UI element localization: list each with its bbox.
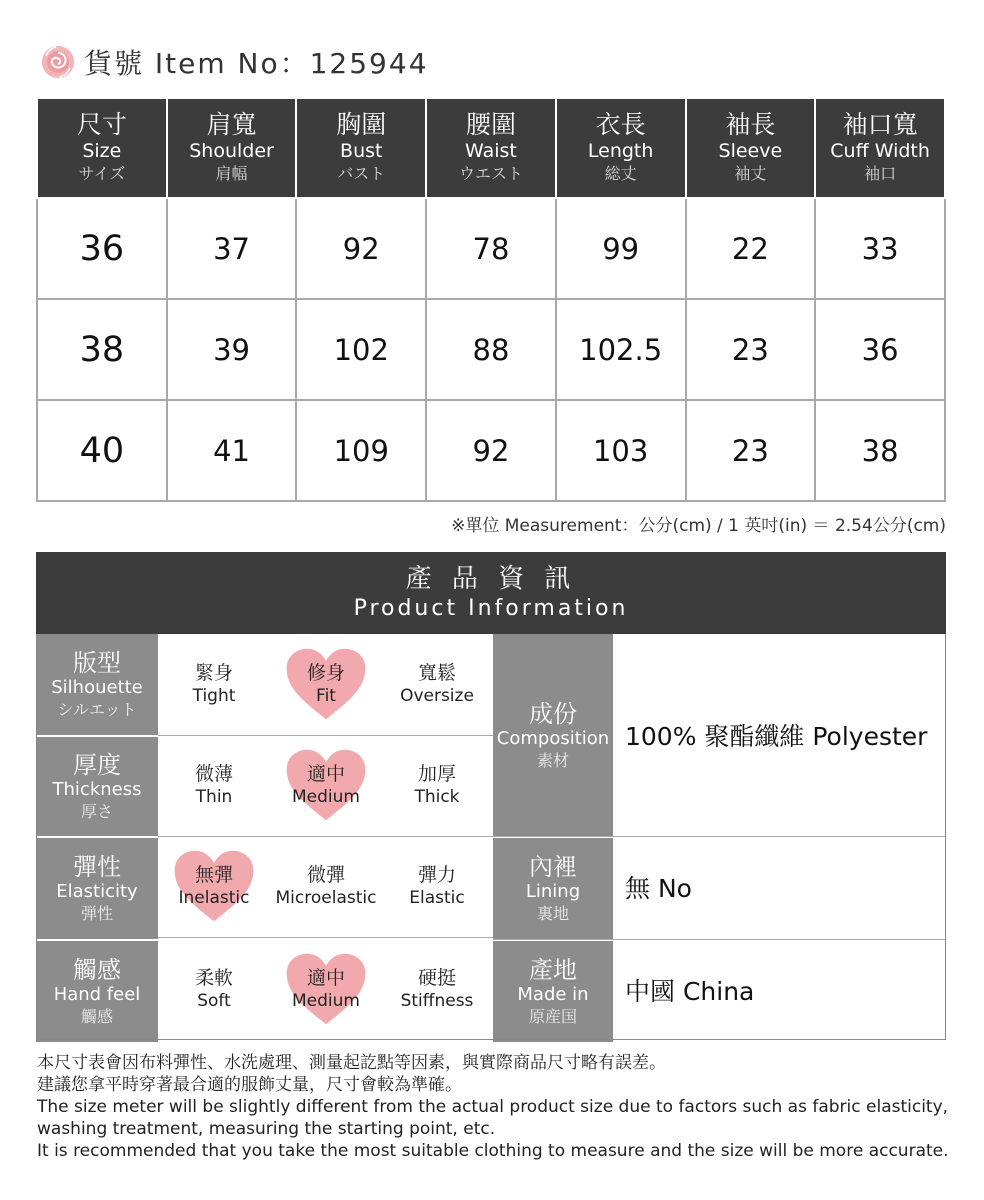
col-header-waist: 腰圍 Waist ウエスト bbox=[426, 98, 556, 198]
label-composition: 成份 Composition 素材 bbox=[493, 634, 613, 836]
table-cell: 39 bbox=[167, 299, 297, 400]
silhouette-options bbox=[158, 634, 493, 736]
option-microelastic: 微彈 Microelastic bbox=[275, 864, 377, 908]
table-cell: 33 bbox=[815, 198, 945, 299]
unit-note: ※單位 Measurement：公分(cm) / 1 英吋(in) ＝ 2.54公分(cm) bbox=[451, 516, 946, 536]
table-cell: 78 bbox=[426, 198, 556, 299]
table-cell: 109 bbox=[296, 400, 426, 501]
size-disclaimer bbox=[37, 1052, 949, 1162]
item-number-title: 貨號 Item No：125944 bbox=[84, 47, 429, 80]
table-cell: 103 bbox=[556, 400, 686, 501]
table-cell: 37 bbox=[167, 198, 297, 299]
product-info-grid bbox=[36, 634, 946, 1040]
table-cell: 22 bbox=[686, 198, 816, 299]
note-line: 本尺寸表會因布料彈性、水洗處理、測量起訖點等因素，與實際商品尺寸略有誤差。 bbox=[37, 1053, 666, 1073]
note-line: The size meter will be slightly different from the actual product size due to factors such as fabric elasticity, bbox=[37, 1097, 949, 1117]
option-medium-thickness: 適中 Medium bbox=[270, 735, 382, 836]
table-cell: 102 bbox=[296, 299, 426, 400]
composition-value: 100% 聚酯纖維 Polyester bbox=[625, 722, 928, 751]
table-cell: 88 bbox=[426, 299, 556, 400]
col-header-length: 衣長 Length 総丈 bbox=[556, 98, 686, 198]
table-cell: 38 bbox=[815, 400, 945, 501]
table-cell: 99 bbox=[556, 198, 686, 299]
table-row bbox=[37, 299, 945, 400]
table-row bbox=[37, 198, 945, 299]
rose-icon bbox=[40, 44, 76, 80]
option-tight: 緊身 Tight bbox=[192, 662, 236, 706]
table-cell-size: 40 bbox=[37, 400, 167, 501]
product-info-title-en: Product Information bbox=[353, 596, 629, 621]
note-line: washing treatment, measuring the starting point, etc. bbox=[37, 1119, 496, 1139]
label-hand-feel: 觸感 Hand feel 觸感 bbox=[36, 939, 158, 1042]
product-info-header bbox=[36, 552, 946, 634]
table-cell: 36 bbox=[815, 299, 945, 400]
table-cell: 92 bbox=[296, 198, 426, 299]
table-cell: 41 bbox=[167, 400, 297, 501]
col-header-size: 尺寸 Size サイズ bbox=[37, 98, 167, 198]
table-cell-size: 36 bbox=[37, 198, 167, 299]
lining-value: 無 No bbox=[625, 873, 692, 903]
size-table-header-row bbox=[37, 98, 945, 198]
option-elastic: 彈力 Elastic bbox=[409, 864, 465, 908]
option-stiffness: 硬挺 Stiffness bbox=[400, 967, 474, 1011]
option-thin: 微薄 Thin bbox=[194, 763, 233, 807]
option-soft: 柔軟 Soft bbox=[194, 967, 233, 1011]
option-thick: 加厚 Thick bbox=[414, 763, 460, 807]
thickness-options bbox=[158, 735, 493, 837]
label-silhouette: 版型 Silhouette シルエット bbox=[36, 634, 158, 735]
product-info-title-zh: 產 品 資 訊 bbox=[405, 564, 577, 594]
col-header-shoulder: 肩寬 Shoulder 肩幅 bbox=[167, 98, 297, 198]
table-cell: 102.5 bbox=[556, 299, 686, 400]
table-cell: 92 bbox=[426, 400, 556, 501]
made-in-value: 中國 China bbox=[625, 976, 755, 1006]
elasticity-options bbox=[158, 836, 493, 938]
label-lining: 內裡 Lining 裏地 bbox=[493, 836, 613, 939]
hand-feel-options bbox=[158, 939, 493, 1040]
option-oversize: 寬鬆 Oversize bbox=[400, 662, 474, 706]
col-header-sleeve: 袖長 Sleeve 袖丈 bbox=[686, 98, 816, 198]
note-line: It is recommended that you take the most suitable clothing to measure and the size will be more accurate. bbox=[37, 1141, 949, 1161]
table-cell: 23 bbox=[686, 299, 816, 400]
table-cell-size: 38 bbox=[37, 299, 167, 400]
label-elasticity: 彈性 Elasticity 弾性 bbox=[36, 836, 158, 939]
option-fit: 修身 Fit bbox=[270, 634, 382, 735]
col-header-cuff-width: 袖口寬 Cuff Width 袖口 bbox=[815, 98, 945, 198]
col-header-bust: 胸圍 Bust バスト bbox=[296, 98, 426, 198]
note-line: 建議您拿平時穿著最合適的服飾丈量，尺寸會較為準確。 bbox=[37, 1075, 462, 1095]
table-cell: 23 bbox=[686, 400, 816, 501]
label-thickness: 厚度 Thickness 厚さ bbox=[36, 735, 158, 836]
table-row bbox=[37, 400, 945, 501]
item-header bbox=[40, 40, 429, 84]
option-inelastic: 無彈 Inelastic bbox=[158, 836, 270, 937]
size-chart-table bbox=[36, 97, 946, 502]
label-made-in: 產地 Made in 原産国 bbox=[493, 939, 613, 1042]
option-medium-feel: 適中 Medium bbox=[270, 939, 382, 1040]
